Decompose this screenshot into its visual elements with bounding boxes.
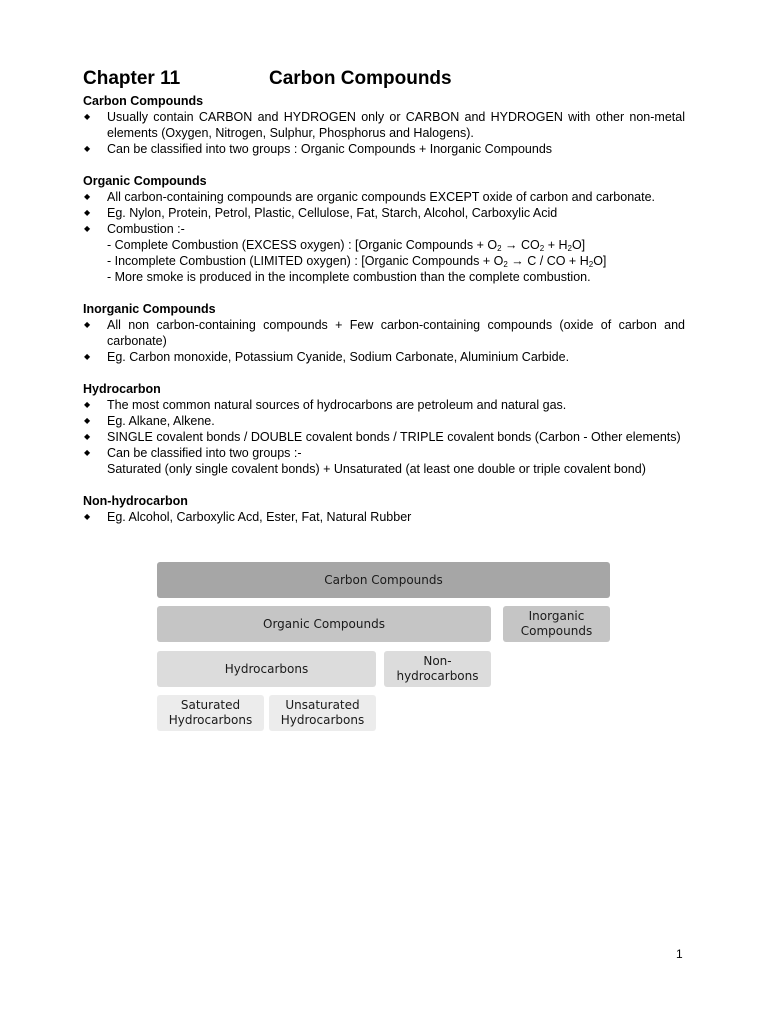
page-number: 1 <box>676 947 683 961</box>
node-non-hydrocarbons: Non-hydrocarbons <box>384 651 491 687</box>
node-inorganic-compounds: Inorganic Compounds <box>503 606 610 642</box>
list-item: ◆ Eg. Carbon monoxide, Potassium Cyanide, Sodium Carbonate, Aluminium Carbide. <box>83 349 685 365</box>
list-item: ◆ Eg. Alcohol, Carboxylic Acd, Ester, Fat, Natural Rubber <box>83 509 685 525</box>
carbon-list <box>83 109 685 157</box>
section-heading-organic: Organic Compounds <box>83 174 207 188</box>
hydrocarbon-classification: Saturated (only single covalent bonds) + Unsaturated (at least one double or triple covalent bond) <box>107 462 646 476</box>
node-unsaturated-hydrocarbons: Unsaturated Hydrocarbons <box>269 695 376 731</box>
combustion-incomplete: - Incomplete Combustion (LIMITED oxygen) : [Organic Compounds + $O_2 \to C$ / CO + $H_2O$] <box>107 254 607 269</box>
list-item: ◆ Combustion :- <box>83 221 685 237</box>
node-saturated-hydrocarbons: Saturated Hydrocarbons <box>157 695 264 731</box>
combustion-smoke: - More smoke is produced in the incomplete combustion than the complete combustion. <box>107 270 591 284</box>
list-item: ◆ All carbon-containing compounds are organic compounds EXCEPT oxide of carbon and carbonate. <box>83 189 685 205</box>
node-carbon-compounds: Carbon Compounds <box>157 562 610 598</box>
node-hydrocarbons: Hydrocarbons <box>157 651 376 687</box>
nonhydrocarbon-list <box>83 509 685 525</box>
notes-body <box>83 93 685 525</box>
page-title <box>83 68 452 90</box>
section-heading-inorganic: Inorganic Compounds <box>83 302 216 316</box>
list-item: ◆ The most common natural sources of hydrocarbons are petroleum and natural gas. <box>83 397 685 413</box>
section-heading-carbon: Carbon Compounds <box>83 94 204 108</box>
list-item: ◆ Can be classified into two groups : Organic Compounds + Inorganic Compounds <box>83 141 685 157</box>
node-organic-compounds: Organic Compounds <box>157 606 491 642</box>
section-heading-hydrocarbon: Hydrocarbon <box>83 382 161 396</box>
list-item: ◆ Can be classified into two groups :- <box>83 445 685 461</box>
inorganic-list <box>83 317 685 365</box>
section-heading-nonhydrocarbon: Non-hydrocarbon <box>83 494 188 508</box>
organic-list <box>83 189 685 285</box>
hydrocarbon-list <box>83 397 685 477</box>
combustion-complete: - Complete Combustion (EXCESS oxygen) : [Organic Compounds + $O_2 \to CO_2 + H_2O$] <box>107 238 586 253</box>
list-item: ◆ Eg. Nylon, Protein, Petrol, Plastic, Cellulose, Fat, Starch, Alcohol, Carboxylic Acid <box>83 205 685 221</box>
list-item: ◆ Usually contain CARBON and HYDROGEN only or CARBON and HYDROGEN with other non-metal elements (Oxygen, Nitrogen, Sulphur, Phosphorus and Halogens). <box>83 109 685 141</box>
list-item: ◆ All non carbon-containing compounds + Few carbon-containing compounds (oxide of carbon and carbonate) <box>83 317 685 349</box>
chapter-number: Chapter 11 <box>83 68 181 89</box>
list-item: ◆ Eg. Alkane, Alkene. <box>83 413 685 429</box>
chapter-title: Carbon Compounds <box>269 68 452 89</box>
list-item: ◆ SINGLE covalent bonds / DOUBLE covalent bonds / TRIPLE covalent bonds (Carbon - Other elements) <box>83 429 685 445</box>
